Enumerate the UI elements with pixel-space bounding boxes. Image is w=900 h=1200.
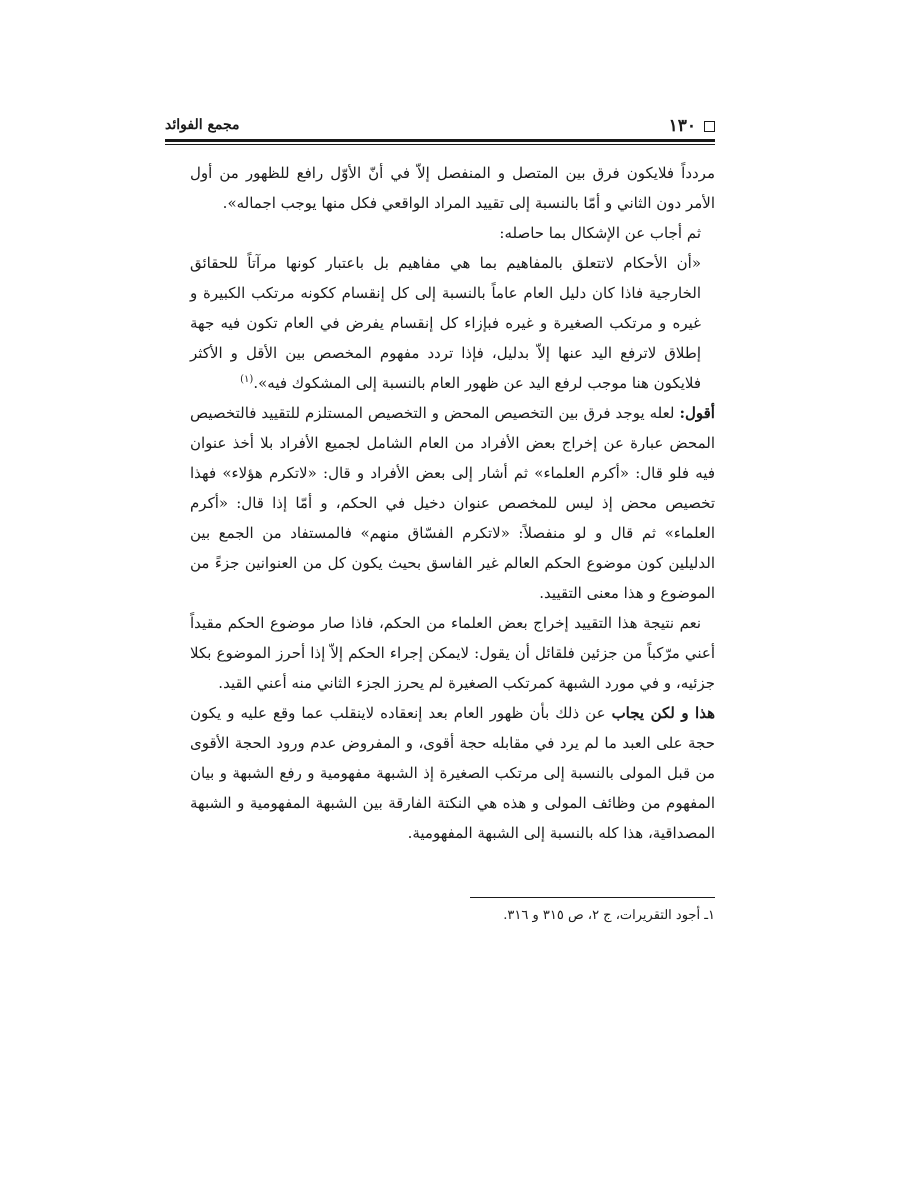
page-header (165, 112, 715, 138)
paragraph-4 (190, 398, 715, 608)
header-rule-thick (165, 139, 715, 142)
page-number (669, 116, 715, 136)
book-title: مجمع الفوائد (165, 117, 240, 133)
paragraph-4-lead: أقول: (679, 404, 715, 422)
footnote-marker: (١) (240, 374, 254, 385)
paragraph-2: ثم أجاب عن الإشكال بما حاصله: (499, 224, 701, 242)
quote-text: «أن الأحكام لاتتعلق بالمفاهيم بما هي مفاهيم بل باعتبار كونها مرآتاً للحقائق الخارجية فاذا كان دليل العام عاماً بالنسبة إلى كل إنقسام ككونه مرتكب الكبيرة و غيره و مرتكب الصغيرة و غيره فبإزاء كل إنقسام يفرض في العام تكون فيه جهة إطلاق لاترفع اليد عنها إلاّ بدليل، فإذا تردد مفهوم المخصص بين الأقل و الأكثر فلايكون هنا موجب لرفع اليد عن ظهور العام بالنسبة إلى المشكوك فيه». (190, 254, 701, 392)
footnote: ١ـ أجود التقريرات، ج ٢، ص ٣١٥ و ٣١٦. (503, 908, 715, 923)
paragraph-5: نعم نتيجة هذا التقييد إخراج بعض العلماء من الحكم، فاذا صار موضوع الحكم مقيداً أعني مرّكباً من جزئين فلقائل أن يقول: لايمكن إجراء الحكم إلاّ إذا أحرز الموضوع بكلا جزئيه، و في مورد الشبهة كمرتكب الصغيرة لم يحرز الجزء الثاني منه أعني القيد. (190, 614, 715, 692)
header-rule-thin (165, 144, 715, 145)
paragraph-6-text: عن ذلك بأن ظهور العام بعد إنعقاده لاينقلب عما وقع عليه و يكون حجة على العبد ما لم يرد في مقابله حجة أقوى، و المفروض عدم ورود الحجة الأقوى من قبل المولى بالنسبة إلى مرتكب الصغيرة إذ الشبهة مفهومية و رفع الشبهة و بيان المفهوم من وظائف المولى و هذه هي النكتة الفارقة بين الشبهة المفهومية و الشبهة المصداقية، هذا كله بالنسبة إلى الشبهة المفهومية. (190, 704, 715, 842)
quoted-paragraph (190, 248, 715, 398)
square-icon (704, 121, 715, 132)
footnote-rule (470, 897, 715, 898)
page-number-text: ١٣٠ (668, 116, 696, 136)
paragraph-4-text: لعله يوجد فرق بين التخصيص المحض و التخصيص المستلزم للتقييد فالتخصيص المحض عبارة عن إخراج بعض الأفراد من العام الشامل لجميع الأفراد بلا أخذ عنوان فيه فلو قال: «أكرم العلماء» ثم أشار إلى بعض الأفراد و قال: «لاتكرم هؤلاء» فهذا تخصيص محض إذ ليس للمخصص عنوان دخيل في الحكم، و أمّا إذا قال: «أكرم العلماء» ثم قال و لو منفصلاً: «لاتكرم الفسّاق منهم» فالمستفاد من الجمع بين الدليلين كون موضوع الحكم العالم غير الفاسق بحيث يكون كل من العنوانين جزءً من الموضوع و هذا معنى التقييد. (190, 404, 715, 602)
paragraph-6-lead: هذا و لكن يجاب (611, 704, 715, 722)
paragraph-1: مردداً فلايكون فرق بين المتصل و المنفصل إلاّ في أنّ الأوّل رافع للظهور من أول الأمر دون الثاني و أمّا بالنسبة إلى تقييد المراد الواقعي فكل منها يوجب اجماله». (190, 164, 715, 212)
paragraph-6 (190, 698, 715, 848)
body-text (190, 158, 715, 848)
